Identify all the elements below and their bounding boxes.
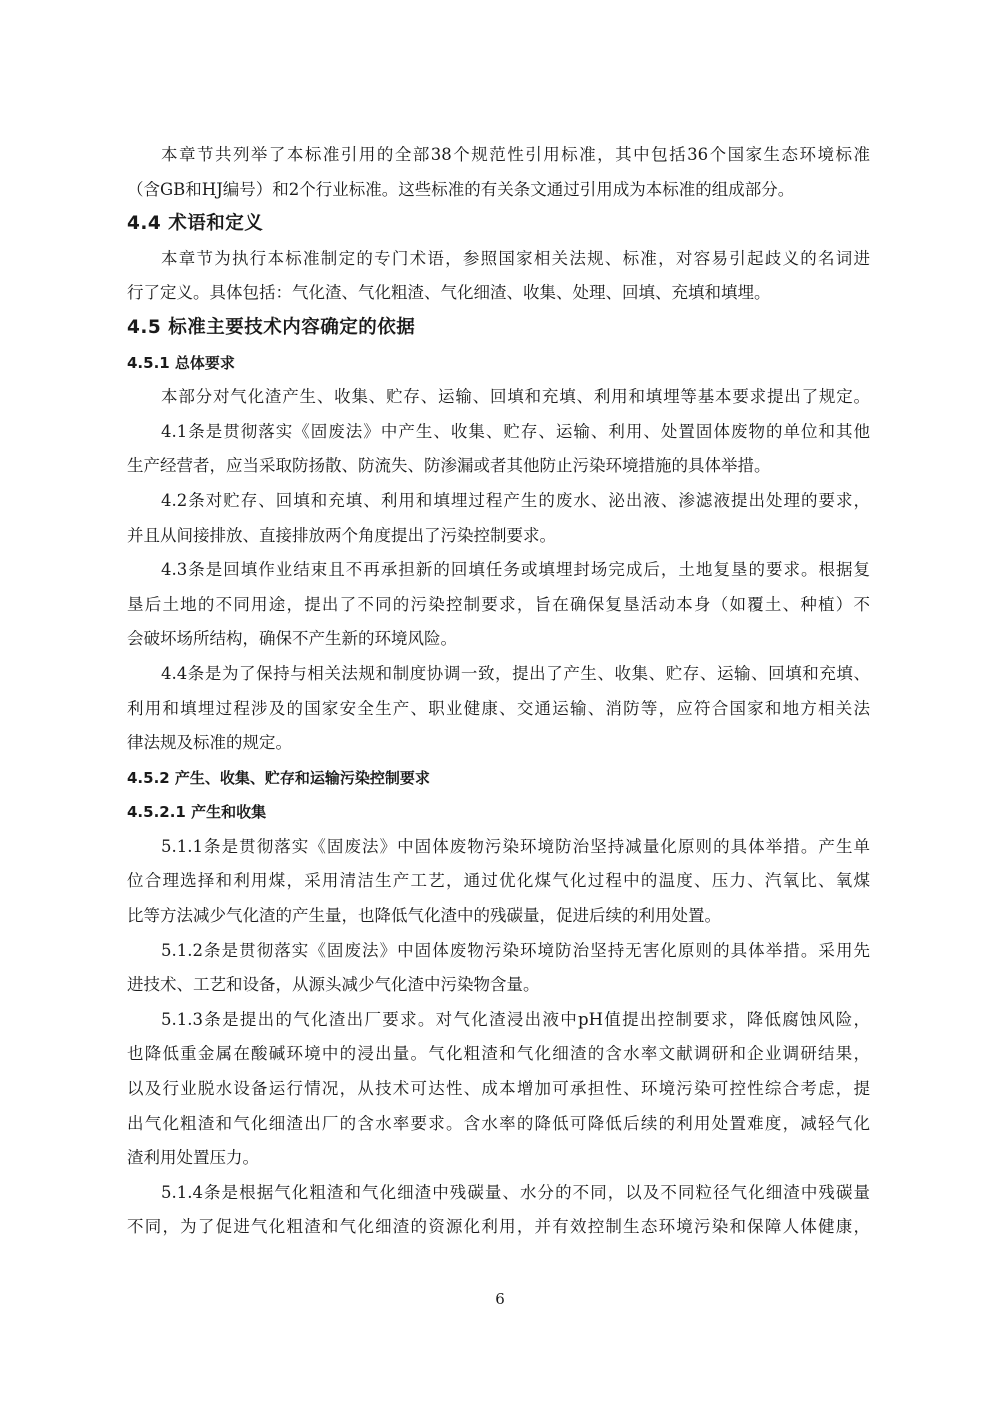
paragraph-line: 以及行业脱水设备运行情况，从技术可达性、成本增加可承担性、环境污染可控性综合考虑，提 — [127, 1079, 870, 1099]
section-heading: 4.5 标准主要技术内容确定的依据 — [127, 316, 416, 338]
paragraph-line: 并且从间接排放、直接排放两个角度提出了污染控制要求。 — [127, 525, 556, 545]
paragraph-line: 5.1.4条是根据气化粗渣和气化细渣中残碳量、水分的不同，以及不同粒径气化细渣中残碳量 — [161, 1182, 870, 1202]
paragraph-line: 5.1.3条是提出的气化渣出厂要求。对气化渣浸出液中pH值提出控制要求，降低腐蚀风险， — [161, 1009, 870, 1029]
paragraph-line: 利用和填埋过程涉及的国家安全生产、职业健康、交通运输、消防等，应符合国家和地方相关法 — [127, 698, 870, 718]
subsection-heading: 4.5.1 总体要求 — [127, 353, 235, 372]
paragraph-line: 4.2条对贮存、回填和充填、利用和填埋过程产生的废水、泌出液、渗滤液提出处理的要求， — [161, 490, 870, 510]
paragraph-line: 出气化粗渣和气化细渣出厂的含水率要求。含水率的降低可降低后续的利用处置难度，减轻气化 — [127, 1113, 870, 1133]
paragraph-line: 不同，为了促进气化粗渣和气化细渣的资源化利用，并有效控制生态环境污染和保障人体健康， — [127, 1217, 870, 1237]
paragraph-line: 行了定义。具体包括：气化渣、气化粗渣、气化细渣、收集、处理、回填、充填和填埋。 — [127, 283, 771, 303]
paragraph-line: 5.1.1条是贯彻落实《固废法》中固体废物污染环境防治坚持减量化原则的具体举措。产生单 — [161, 836, 870, 856]
paragraph-line: 4.4条是为了保持与相关法规和制度协调一致，提出了产生、收集、贮存、运输、回填和充填、 — [161, 663, 870, 683]
paragraph-line: 会破坏场所结构，确保不产生新的环境风险。 — [127, 629, 457, 649]
paragraph-line: 4.3条是回填作业结束且不再承担新的回填任务或填埋封场完成后，土地复垦的要求。根据复 — [161, 560, 870, 580]
paragraph-line: 比等方法减少气化渣的产生量，也降低气化渣中的残碳量，促进后续的利用处置。 — [127, 906, 721, 926]
document-body — [127, 138, 870, 1245]
paragraph-line: 4.1条是贯彻落实《固废法》中产生、收集、贮存、运输、利用、处置固体废物的单位和其他 — [161, 421, 870, 441]
paragraph-line: 位合理选择和利用煤，采用清洁生产工艺，通过优化煤气化过程中的温度、压力、汽氧比、氧煤 — [127, 871, 870, 891]
paragraph-line: （含GB和HJ编号）和2个行业标准。这些标准的有关条文通过引用成为本标准的组成部分。 — [127, 179, 795, 199]
paragraph-line: 垦后土地的不同用途，提出了不同的污染控制要求，旨在确保复垦活动本身（如覆土、种植）不 — [127, 594, 870, 614]
subsection-heading: 4.5.2.1 产生和收集 — [127, 803, 267, 822]
paragraph-line: 5.1.2条是贯彻落实《固废法》中固体废物污染环境防治坚持无害化原则的具体举措。采用先 — [161, 940, 870, 960]
section-heading: 4.4 术语和定义 — [127, 213, 264, 235]
page-number: 6 — [495, 1290, 505, 1308]
paragraph-line: 本章节为执行本标准制定的专门术语，参照国家相关法规、标准，对容易引起歧义的名词进 — [161, 248, 870, 268]
paragraph-line: 本部分对气化渣产生、收集、贮存、运输、回填和充填、利用和填埋等基本要求提出了规定。 — [161, 387, 870, 407]
paragraph-line: 本章节共列举了本标准引用的全部38个规范性引用标准，其中包括36个国家生态环境标准 — [161, 145, 870, 164]
paragraph-line: 生产经营者，应当采取防扬散、防流失、防渗漏或者其他防止污染环境措施的具体举措。 — [127, 456, 771, 476]
paragraph-line: 进技术、工艺和设备，从源头减少气化渣中污染物含量。 — [127, 975, 540, 995]
paragraph-line: 也降低重金属在酸碱环境中的浸出量。气化粗渣和气化细渣的含水率文献调研和企业调研结果， — [127, 1044, 870, 1064]
paragraph-line: 渣利用处置压力。 — [127, 1148, 259, 1168]
subsection-heading: 4.5.2 产生、收集、贮存和运输污染控制要求 — [127, 768, 430, 787]
paragraph-line: 律法规及标准的规定。 — [127, 733, 292, 753]
